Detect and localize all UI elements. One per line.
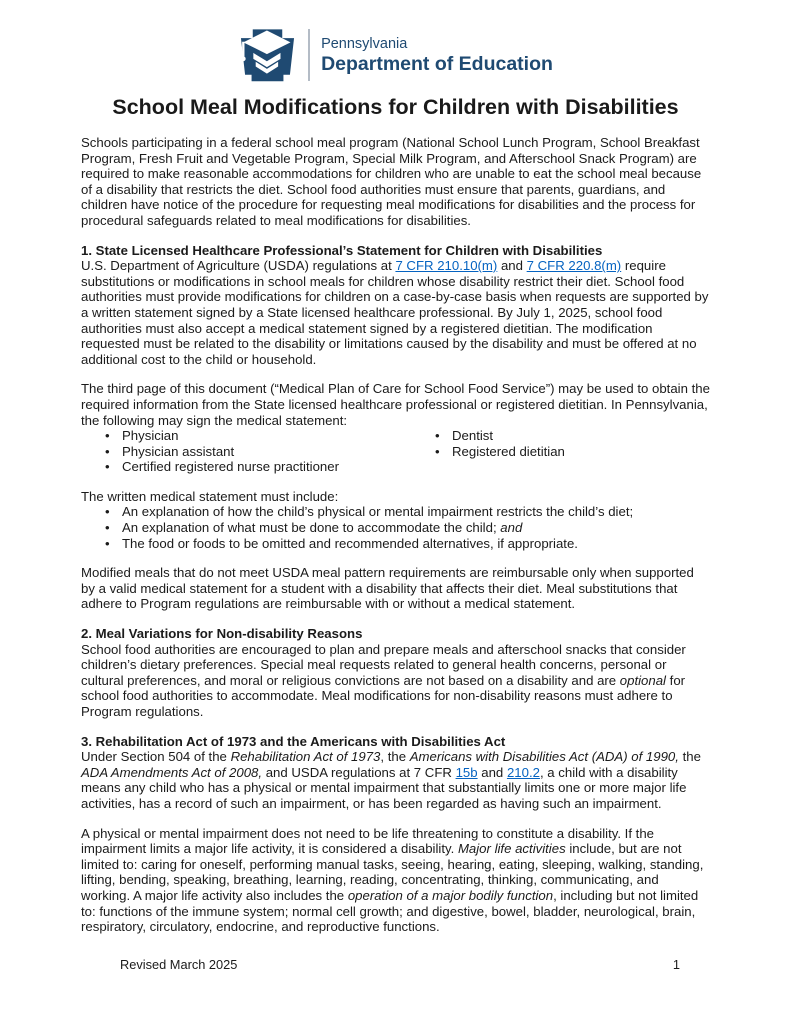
italic-text: Major life activities xyxy=(457,841,566,857)
written-statement-bullets xyxy=(81,504,710,551)
logo-state-name: Pennsylvania xyxy=(321,35,408,52)
bullet-item: • An explanation of how the child’s physical or mental impairment restricts the child’s diet; xyxy=(122,504,710,520)
logo-divider xyxy=(308,29,310,81)
italic-text: optional xyxy=(619,672,666,688)
pde-logo xyxy=(0,0,791,86)
modified-meals-paragraph: Modified meals that do not meet USDA meal pattern requirements are reimbursable only when supported by a valid medical statement for a student with a disability that affects their diet. Meal substitutions that adhere to Program regulations are reimbursable with or without a medical statement. xyxy=(81,565,694,612)
bullet-item: • The food or foods to be omitted and recommended alternatives, if appropriate. xyxy=(122,536,710,552)
footer-page-number: 1 xyxy=(672,957,680,972)
signers-column-right xyxy=(411,428,710,475)
bullet-item: • Physician assistant xyxy=(122,444,411,460)
third-page-paragraph: The third page of this document (“Medical Plan of Care for School Food Service”) may be used to obtain the required information from the State licensed healthcare professional or registered dietitian. In Pennsylvania, the following may sign the medical statement: xyxy=(81,381,710,428)
signers-right-bullets xyxy=(411,428,710,459)
section1-body: U.S. Department of Agriculture (USDA) regulations at 7 CFR 210.10(m) and 7 CFR 220.8(m) require substitutions or modifications in school meals for children whose disability restrict their diet. School food authorities must provide modifications for children on a case-by-case basis when requests are supported by a written statement signed by a State licensed healthcare professional. By July 1, 2025, school food authorities must also accept a medical statement signed by a registered dietitian. The modification requested must be related to the disability or limitations caused by the disability and must be offered at no additional cost to the child or household. xyxy=(81,258,709,367)
italic-text: Americans with Disabilities Act (ADA) of 1990, xyxy=(409,749,679,765)
logo-wordmark xyxy=(321,36,553,75)
pa-keystone-graduation-cap-icon xyxy=(238,24,297,86)
section2-body: School food authorities are encouraged to plan and prepare meals and afterschool snacks that consider children’s dietary preferences. Special meal requests related to general health concerns, personal or cultural preferences, and moral or religious convictions are not based on a disability and are optional for school food authorities to accommodate. Meal modifications for non-disability reasons must adhere to Program regulations. xyxy=(81,641,686,719)
signers-left-bullets xyxy=(81,428,411,475)
bullet-item: • Physician xyxy=(122,428,411,444)
intro-paragraph: Schools participating in a federal school meal program (National School Lunch Program, School Breakfast Program, Fresh Fruit and Vegetable Program, Special Milk Program, and Afterschool Snack Program) are required to make reasonable accommodations for children who are unable to eat the school meal because of a disability that restricts the diet. School food authorities must ensure that parents, guardians, and children have notice of the procedure for requesting meal modifications for disabilities and the process for procedural safeguards related to meal modifications for disabilities. xyxy=(81,135,702,228)
italic-text: ADA Amendments Act of 2008, xyxy=(81,764,263,780)
inline-link[interactable]: 15b xyxy=(455,764,478,780)
signers-list xyxy=(81,428,710,475)
italic-text: and xyxy=(500,520,523,536)
signers-column-left xyxy=(81,428,411,475)
page-title: School Meal Modifications for Children with Disabilities xyxy=(112,95,679,119)
inline-link[interactable]: 210.2 xyxy=(506,764,540,780)
section3-body: Under Section 504 of the Rehabilitation Act of 1973, the Americans with Disabilities Act (ADA) of 1990, the ADA Amendments Act of 2008, and USDA regulations at 7 CFR 15b and 210.2, a child with a disability means any child who has a physical or mental impairment that substantially limits one or more major life activities, has a record of such an impairment, or has been regarded as having such an impairment. xyxy=(81,749,701,811)
section1-heading: 1. State Licensed Healthcare Professional’s Statement for Children with Disabilities xyxy=(81,242,603,258)
section3-heading: 3. Rehabilitation Act of 1973 and the Americans with Disabilities Act xyxy=(81,733,506,749)
section2-heading: 2. Meal Variations for Non-disability Reasons xyxy=(81,626,363,642)
bullet-item: • An explanation of what must be done to accommodate the child; and xyxy=(122,520,710,536)
logo-agency-name: Department of Education xyxy=(321,52,553,75)
bullet-item: • Certified registered nurse practitioner xyxy=(122,459,411,475)
footer-revised-date: Revised March 2025 xyxy=(120,957,238,972)
italic-text: Rehabilitation Act of 1973 xyxy=(230,749,381,765)
inline-link[interactable]: 7 CFR 210.10(m) xyxy=(395,258,498,274)
document-body xyxy=(0,135,791,935)
bullet-item: • Dentist xyxy=(452,428,710,444)
inline-link[interactable]: 7 CFR 220.8(m) xyxy=(526,258,622,274)
italic-text: operation of a major bodily function xyxy=(347,887,554,903)
bullet-item: • Registered dietitian xyxy=(452,444,710,460)
written-statement-lead: The written medical statement must include: xyxy=(81,488,339,504)
impairment-paragraph: A physical or mental impairment does not need to be life threatening to constitute a disability. If the impairment limits a major life activity, it is considered a disability. Major life activities include, but are not limited to: caring for oneself, performing manual tasks, seeing, hearing, eating, sleeping, walking, standing, lifting, bending, speaking, breathing, learning, reading, concentrating, thinking, communicating, and working. A major life activity also includes the operation of a major bodily function, including but not limited to: functions of the immune system; normal cell growth; and digestive, bowel, bladder, neurological, brain, respiratory, circulatory, endocrine, and reproductive functions. xyxy=(81,825,704,935)
